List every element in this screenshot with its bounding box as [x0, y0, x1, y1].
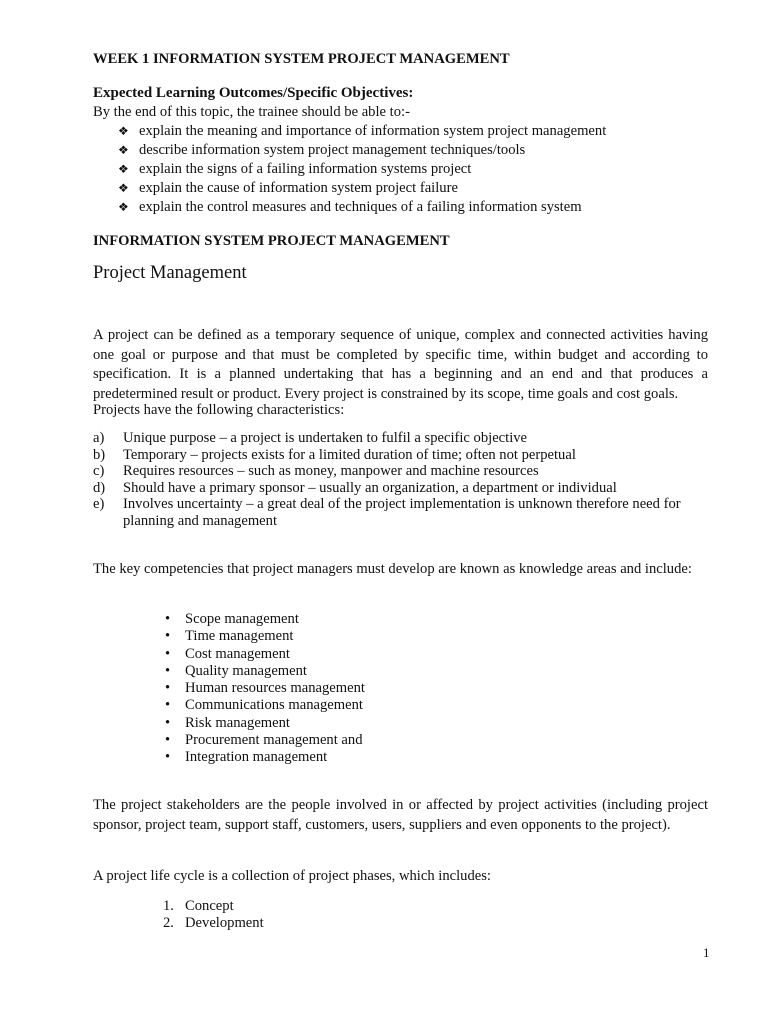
bullet-icon: •	[165, 680, 171, 697]
list-text: Quality management	[185, 662, 307, 679]
list-text: Integration management	[185, 749, 328, 766]
bullet-icon: •	[165, 714, 171, 731]
objective-text: explain the cause of information system project failure	[139, 180, 458, 196]
list-text: Requires resources – such as money, manpower and machine resources	[123, 463, 539, 480]
list-text: Time management	[185, 628, 294, 645]
document-title: WEEK 1 INFORMATION SYSTEM PROJECT MANAGEMENT	[93, 51, 510, 67]
knowledge-intro: The key competencies that project managers must develop are known as knowledge areas and include:	[93, 561, 692, 577]
list-text: Procurement management and	[185, 732, 363, 749]
list-item	[93, 447, 708, 464]
subheading: Project Management	[93, 263, 247, 283]
list-text: Concept	[185, 898, 234, 914]
list-item	[93, 463, 708, 480]
stakeholders-paragraph: The project stakeholders are the people involved in or affected by project activities (including project sponsor, project team, support staff, customers, users, suppliers and even opponents to the project).	[93, 797, 708, 833]
objective-text: describe information system project management techniques/tools	[139, 142, 526, 158]
objective-text: explain the control measures and techniques of a failing information system	[139, 199, 582, 215]
list-marker: 2.	[163, 915, 174, 931]
list-item	[93, 715, 708, 732]
list-text: Communications management	[185, 697, 363, 714]
objectives-list	[93, 122, 708, 217]
objectives-section	[93, 84, 708, 217]
objectives-intro: By the end of this topic, the trainee should be able to:-	[93, 104, 410, 120]
list-text: Risk management	[185, 714, 290, 731]
diamond-bullet-icon: ❖	[118, 162, 129, 176]
list-item	[93, 663, 708, 680]
list-marker: a)	[93, 430, 105, 446]
objective-text: explain the meaning and importance of information system project management	[139, 123, 607, 139]
list-item	[93, 496, 708, 529]
characteristics-intro: Projects have the following characteristics:	[93, 402, 345, 418]
list-item	[93, 141, 708, 160]
bullet-icon: •	[165, 611, 171, 627]
list-marker: b)	[93, 446, 106, 463]
list-item	[93, 915, 708, 932]
diamond-bullet-icon: ❖	[118, 200, 129, 214]
bullet-icon: •	[165, 628, 171, 645]
list-item	[93, 680, 708, 697]
list-marker: 1.	[163, 898, 174, 914]
list-marker: e)	[93, 496, 105, 513]
bullet-icon: •	[165, 749, 171, 766]
list-item	[93, 198, 708, 217]
list-item	[93, 732, 708, 749]
list-item	[93, 898, 708, 915]
list-item	[93, 628, 708, 645]
list-item	[93, 611, 708, 628]
page-number: 1	[703, 945, 710, 960]
list-item	[93, 697, 708, 714]
definition-paragraph: A project can be defined as a temporary sequence of unique, complex and connected activities having one goal or purpose and that must be completed by specific time, within budget and according to specification. It is a planned undertaking that has a beginning and an end and that produces a predetermined result or product. Every project is constrained by its scope, time goals and cost goals.	[93, 327, 708, 402]
knowledge-areas-list	[93, 611, 708, 767]
list-text: Scope management	[185, 611, 299, 627]
bullet-icon: •	[165, 662, 171, 679]
list-text: Involves uncertainty – a great deal of the project implementation is unknown therefore need for planning and management	[123, 496, 681, 529]
list-item	[93, 646, 708, 663]
list-text: Human resources management	[185, 680, 365, 697]
characteristics-list	[93, 430, 708, 530]
lifecycle-list	[93, 898, 708, 932]
list-text: Cost management	[185, 645, 290, 662]
diamond-bullet-icon: ❖	[118, 143, 129, 157]
list-text: Should have a primary sponsor – usually an organization, a department or individual	[123, 479, 617, 496]
list-item	[93, 749, 708, 766]
bullet-icon: •	[165, 732, 171, 749]
section-heading: INFORMATION SYSTEM PROJECT MANAGEMENT	[93, 233, 450, 249]
list-marker: d)	[93, 479, 106, 496]
list-text: Unique purpose – a project is undertaken to fulfil a specific objective	[123, 430, 528, 446]
list-item	[93, 160, 708, 179]
objectives-heading: Expected Learning Outcomes/Specific Objectives:	[93, 85, 414, 101]
bullet-icon: •	[165, 645, 171, 662]
list-item	[93, 179, 708, 198]
diamond-bullet-icon: ❖	[118, 181, 129, 195]
diamond-bullet-icon: ❖	[118, 124, 129, 138]
objective-text: explain the signs of a failing information systems project	[139, 161, 472, 177]
list-marker: c)	[93, 463, 105, 480]
list-text: Development	[185, 915, 264, 931]
lifecycle-intro: A project life cycle is a collection of project phases, which includes:	[93, 868, 491, 884]
list-item	[93, 480, 708, 497]
list-text: Temporary – projects exists for a limited duration of time; often not perpetual	[123, 446, 576, 463]
list-item	[93, 122, 708, 141]
list-item	[93, 430, 708, 447]
bullet-icon: •	[165, 697, 171, 714]
